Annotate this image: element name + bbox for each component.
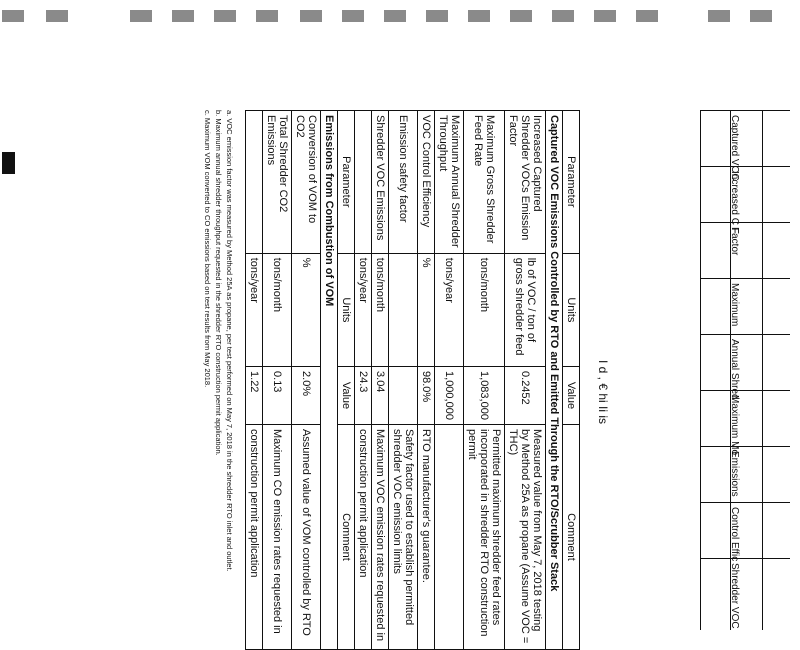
cell: Maximum Annual Shredder Throughput [435,111,464,254]
strip-text: Control Effic [729,507,740,562]
cell: Maximum VOC emission rates requested in [372,424,389,649]
cell: lb of VOC / ton of gross shredder feed [505,253,546,366]
footnote: a. VOC emission factor was measured by Method 25A as propane, per test performed on May 7, 2018 in the shredder RTO inlet and outlet. [225,110,234,572]
col-parameter: Parameter [338,111,355,254]
footnotes [202,110,235,650]
cell: construction permit application [246,424,263,649]
cell: tons/year [246,253,263,366]
cell: tons/month [464,253,505,366]
cell: construction permit application [355,424,372,649]
cell: 98.0% [418,367,435,425]
table-row [464,111,505,650]
col-comment: Comment [338,424,355,649]
cell: Increased Captured Shredder VOCs Emission Factor [505,111,546,254]
col-comment: Comment [563,424,580,649]
cell [246,111,263,254]
cell: RTO manufacturer's guarantee. [418,424,435,649]
cell: Maximum Gross Shredder Feed Rate [464,111,505,254]
cell: Safety factor used to establish permitted shredder VOC emission limits [389,424,418,649]
strip-text: Annual Shred [729,339,740,400]
table-row [246,111,263,650]
strip-text: Shredder VOC [729,563,740,629]
table-row [418,111,435,650]
strip-cell [700,222,790,279]
section2-title: Emissions from Combustion of VOM [321,111,338,650]
cell: 1,000,000 [435,367,464,425]
table-row [355,111,372,650]
cell: tons/year [435,253,464,366]
cell: Measured value from May 7, 2018 testing by Method 25A as propane (Assume VOC = THC) [505,424,546,649]
cell: Maximum CO emission rates requested in [263,424,292,649]
section-title-row [321,111,338,650]
footnote: c. Maximum VOM converted to CO emissions based on test results from May 2018. [203,110,212,388]
table-row [263,111,292,650]
rotated-document-page [60,110,610,650]
col-value: Value [338,367,355,425]
cell: 0.13 [263,367,292,425]
table-row [389,111,418,650]
table-row [435,111,464,650]
strip-cell [700,334,790,400]
scan-edge-tape [0,10,800,24]
cell [389,367,418,425]
cell: 1.22 [246,367,263,425]
strip-cell [700,278,790,335]
cell [355,111,372,254]
cell [435,424,464,649]
col-units: Units [338,253,355,366]
cell: Total Shredder CO2 Emissions [263,111,292,254]
cell: Shredder VOC Emissions [372,111,389,254]
cell: 3.04 [372,367,389,425]
cell: Conversion of VOM to CO2 [292,111,321,254]
page-header-mark: I d , € hi Ii is [596,360,610,425]
col-parameter: Parameter [563,111,580,254]
strip-cell [700,558,790,629]
cell: tons/month [263,253,292,366]
table-row [292,111,321,650]
cut-off-adjacent-page [700,110,790,630]
strip-cell [700,502,790,562]
section-title-row [546,111,563,650]
cell: Permitted maximum shredder feed rates incorporated in shredder RTO construction permit [464,424,505,649]
table-header-row [563,111,580,650]
strip-cell [700,166,790,234]
cell: % [292,253,321,366]
strip-cell [700,390,790,456]
cell: 24.3 [355,367,372,425]
footnote: b. Maximum annual shredder throughput requested in the shredder RTO construction permit application. [214,110,223,456]
strip-text: Captured VOC [729,115,740,181]
strip-text: Maximum [729,283,740,327]
table-header-row [338,111,355,650]
strip-cell [700,446,790,503]
cell: 1,083,000 [464,367,505,425]
cell: tons/year [355,253,372,366]
cell [389,253,418,366]
strip-text: Emissions [729,451,740,497]
cell: % [418,253,435,366]
emissions-table [245,110,580,650]
section1-title: Captured VOC Emissions Controlled by RTO and Emitted Through the RTO/Scrubber Stack [546,111,563,650]
table-row [372,111,389,650]
table-row [505,111,546,650]
cell: 2.0% [292,367,321,425]
col-value: Value [563,367,580,425]
cell: Emission safety factor [389,111,418,254]
cell: 0.2452 [505,367,546,425]
strip-text: Maximum Mo [729,395,740,456]
strip-text: Increased C F [729,171,740,234]
binder-tab [2,152,15,174]
col-units: Units [563,253,580,366]
cell: tons/month [372,253,389,366]
cell: VOC Control Efficiency [418,111,435,254]
strip-cell [700,110,790,181]
strip-text: Factor [729,227,740,256]
cell: Assumed value of VOM controlled by RTO [292,424,321,649]
